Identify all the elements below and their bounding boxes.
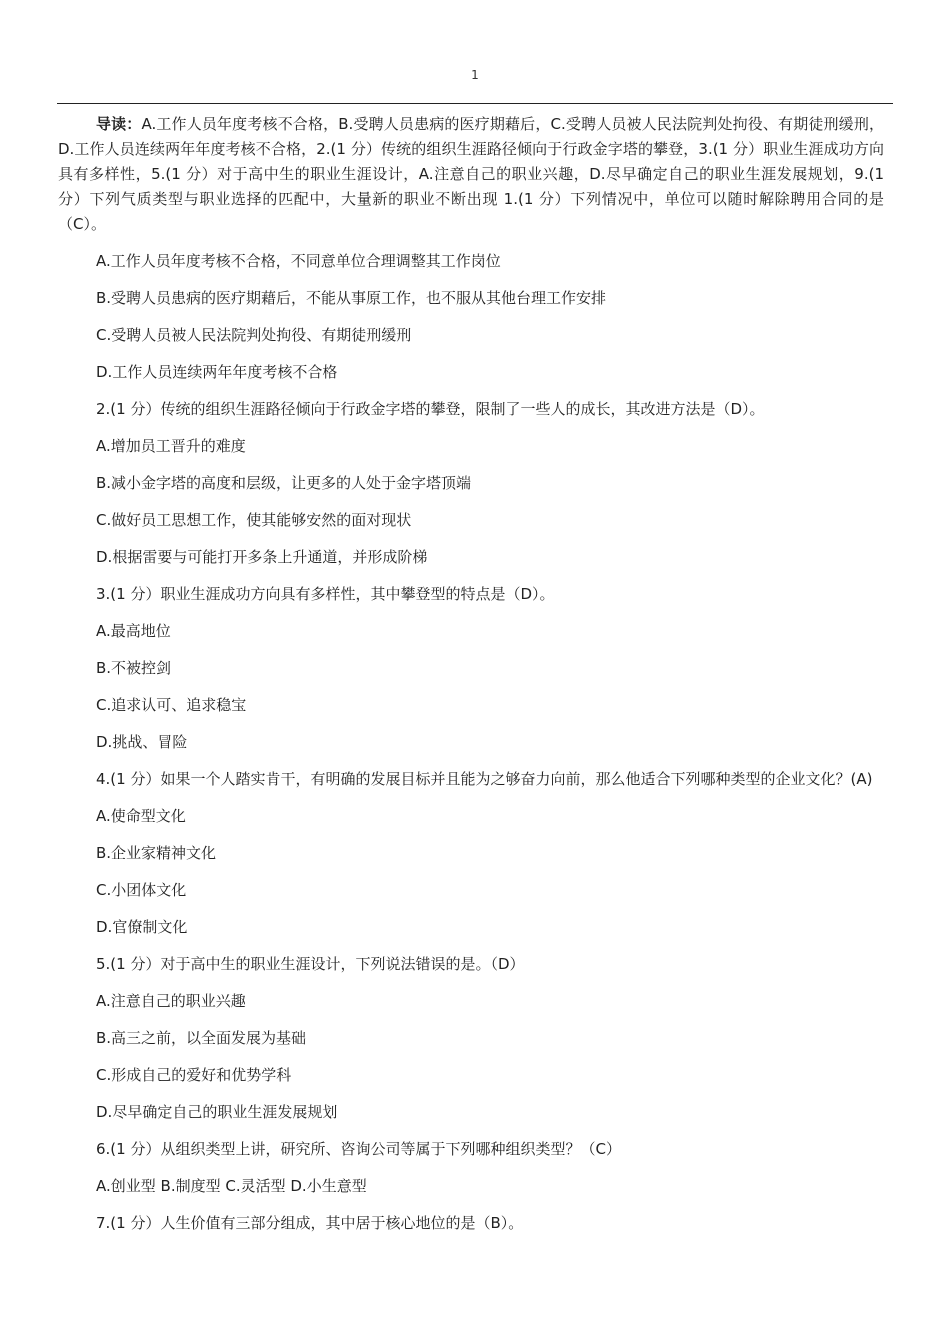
text-line: A.最高地位: [96, 622, 171, 640]
intro-text: A.工作人员年度考核不合格，B.受聘人员患病的医疗期藉后，C.受聘人员被人民法院判处拘役、有期徒刑缓刑，D.工作人员连续两年年度考核不合格，2.(1 分）传统的组织生涯路径倾向于行政金字塔的攀登，3.(1 分）职业生涯成功方向具有多样性，5.(1 分）对于高中生的职业生涯设计，A.注意自己的职业兴趣，D.尽早确定自己的职业生涯发展规划，9.(1 分）下列气质类型与职业选择的匹配中，大量新的职业不断出现 1.(1 分）下列情况中，单位可以随时解除聘用合同的是（C）。: [58, 115, 884, 233]
text-line: A.注意自己的职业兴趣: [96, 992, 246, 1010]
text-line: D.挑战、冒险: [96, 733, 188, 751]
question-line: 7.(1 分）人生价值有三部分组成，其中居于核心地位的是（B）。: [96, 1214, 524, 1232]
page-number: 1: [471, 68, 479, 82]
text-line: D.工作人员连续两年年度考核不合格: [96, 363, 338, 381]
text-line: D.尽早确定自己的职业生涯发展规划: [96, 1103, 338, 1121]
text-line: C.形成自己的爱好和优势学科: [96, 1066, 292, 1084]
question-line: 4.(1 分）如果一个人踏实肯干，有明确的发展目标并且能为之够奋力向前，那么他适合下列哪种类型的企业文化？(A): [96, 770, 873, 788]
text-line: B.企业家精神文化: [96, 844, 217, 862]
document-body: [58, 112, 884, 1248]
text-line: B.减小金字塔的高度和层级，让更多的人处于金字塔顶端: [96, 474, 472, 492]
text-line: D.根据雷要与可能打开多条上升通道，并形成阶梯: [96, 548, 428, 566]
question-line: 5.(1 分）对于高中生的职业生涯设计，下列说法错误的是。（D）: [96, 955, 525, 973]
text-line: A.增加员工晋升的难度: [96, 437, 246, 455]
text-line: B.不被控剑: [96, 659, 172, 677]
header-divider: [57, 103, 893, 104]
text-line: A.工作人员年度考核不合格，不同意单位合理调整其工作岗位: [96, 252, 501, 270]
text-line: B.高三之前，以全面发展为基础: [96, 1029, 307, 1047]
intro-paragraph: [58, 112, 884, 237]
intro-label: 导读：: [96, 115, 142, 133]
question-line: 3.(1 分）职业生涯成功方向具有多样性，其中攀登型的特点是（D）。: [96, 585, 555, 603]
question-line: 6.(1 分）从组织类型上讲，研究所、咨询公司等属于下列哪种组织类型？（C）: [96, 1140, 621, 1158]
question-line: 2.(1 分）传统的组织生涯路径倾向于行政金字塔的攀登，限制了一些人的成长，其改进方法是（D）。: [96, 400, 765, 418]
text-line: A.创业型 B.制度型 C.灵活型 D.小生意型: [96, 1177, 367, 1195]
text-line: D.官僚制文化: [96, 918, 188, 936]
text-line: C.做好员工思想工作，使其能够安然的面对现状: [96, 511, 412, 529]
text-line: C.小团体文化: [96, 881, 187, 899]
text-line: C.受聘人员被人民法院判处拘役、有期徒刑缓刑: [96, 326, 412, 344]
text-line: B.受聘人员患病的医疗期藉后，不能从事原工作，也不服从其他台理工作安排: [96, 289, 607, 307]
text-line: C.追求认可、追求稳宝: [96, 696, 247, 714]
text-line: A.使命型文化: [96, 807, 186, 825]
